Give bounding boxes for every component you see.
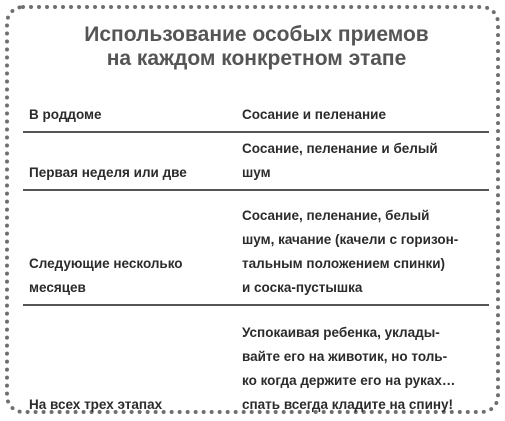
stage-cell: В роддоме xyxy=(29,107,102,122)
technique-cell: Сосание, пеленание, белый шум, качание (качели с горизон- тальным положением спинки) и соска-пустышка xyxy=(242,208,459,295)
dotted-frame xyxy=(5,5,500,414)
stage-cell: Следующие несколько месяцев xyxy=(29,256,183,295)
technique-cell: Сосание, пеленание и белый шум xyxy=(242,141,438,180)
table-row xyxy=(23,99,489,133)
technique-cell: Успокаивая ребенка, уклады- вайте его на животик, но толь- ко когда держите его на руках… спать всегда кладите на спину! xyxy=(242,325,456,412)
title-line-2: на каждом конкретном этапе xyxy=(106,47,407,70)
stages-table xyxy=(23,99,489,421)
table-row xyxy=(23,306,489,421)
table-row xyxy=(23,191,489,306)
table-row xyxy=(23,133,489,191)
stage-cell: На всех трех этапах xyxy=(29,397,163,412)
title-line-1: Использование особых приемов xyxy=(84,23,429,46)
page-title xyxy=(9,23,504,71)
technique-cell: Сосание и пеленание xyxy=(242,107,386,122)
stage-cell: Первая неделя или две xyxy=(29,165,187,180)
